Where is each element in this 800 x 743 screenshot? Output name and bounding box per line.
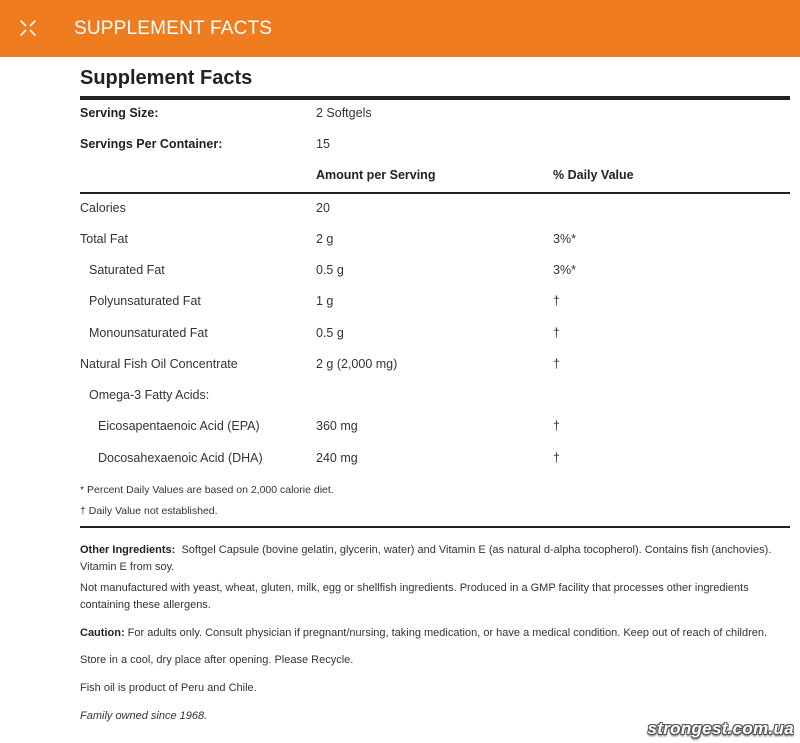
divider-bottom [80, 526, 790, 528]
caution [80, 625, 795, 642]
nutrient-name: Monounsaturated Fat [89, 326, 208, 340]
column-header-row [80, 160, 790, 191]
nutrient-amount: 2 g [316, 232, 334, 246]
nutrient-dv: † [553, 357, 560, 371]
nutrient-amount: 360 mg [316, 419, 358, 433]
nutrient-row [80, 193, 790, 224]
nutrient-dv: † [553, 326, 560, 340]
nutrient-row [80, 286, 790, 317]
nutrient-name: Omega-3 Fatty Acids: [89, 388, 210, 402]
nutrient-amount: 0.5 g [316, 326, 344, 340]
col-amount-header: Amount per Serving [316, 168, 436, 182]
nutrient-row [80, 411, 790, 442]
nutrient-row [80, 255, 790, 286]
nutrient-dv: 3%* [553, 232, 576, 246]
allergen-text: Not manufactured with yeast, wheat, gluten, milk, egg or shellfish ingredients. Produced in a GMP facility that processes other ingredients containing these allergens. [80, 582, 749, 611]
ingredients-label: Other Ingredients: [80, 544, 176, 556]
serving-size-row [80, 98, 790, 129]
serving-size-label: Serving Size: [80, 106, 159, 120]
nutrient-dv: 3%* [553, 263, 576, 277]
servings-label: Servings Per Container: [80, 137, 223, 151]
footnote-dagger: † Daily Value not established. [80, 505, 218, 517]
panel-title: Supplement Facts [80, 67, 253, 89]
other-ingredients [80, 542, 795, 576]
storage-text: Store in a cool, dry place after opening. Please Recycle. [80, 654, 354, 666]
nutrient-amount: 20 [316, 201, 330, 215]
nutrient-amount: 1 g [316, 294, 334, 308]
nutrient-row [80, 380, 790, 411]
nutrient-amount: 2 g (2,000 mg) [316, 357, 398, 371]
nutrient-name: Saturated Fat [89, 263, 165, 277]
watermark: strongest.com.ua [647, 719, 794, 738]
nutrient-name: Natural Fish Oil Concentrate [80, 357, 238, 371]
close-icon[interactable] [19, 19, 37, 37]
caution-label: Caution: [80, 627, 125, 639]
nutrient-dv: † [553, 451, 560, 465]
nutrient-amount: 0.5 g [316, 263, 344, 277]
footnote-daily-values: * Percent Daily Values are based on 2,000 calorie diet. [80, 484, 334, 496]
origin-text: Fish oil is product of Peru and Chile. [80, 682, 257, 694]
nutrient-row [80, 224, 790, 255]
nutrient-amount: 240 mg [316, 451, 358, 465]
nutrient-name: Calories [80, 201, 126, 215]
header-bar [0, 0, 800, 57]
nutrient-name: Docosahexaenoic Acid (DHA) [98, 451, 263, 465]
nutrient-row [80, 443, 790, 474]
family-text: Family owned since 1968. [80, 710, 208, 722]
nutrient-dv: † [553, 419, 560, 433]
nutrient-row [80, 349, 790, 380]
nutrient-name: Total Fat [80, 232, 128, 246]
serving-size-value: 2 Softgels [316, 106, 372, 120]
header-title: SUPPLEMENT FACTS [74, 18, 273, 39]
servings-value: 15 [316, 137, 330, 151]
caution-text: For adults only. Consult physician if pregnant/nursing, taking medication, or have a medical condition. Keep out of reach of children. [127, 627, 768, 639]
col-dv-header: % Daily Value [553, 168, 634, 182]
nutrient-dv: † [553, 294, 560, 308]
ingredients-text: Softgel Capsule (bovine gelatin, glycerin, water) and Vitamin E (as natural d-alpha tocopherol). Contains fish (anchovies). Vitamin E from soy. [80, 544, 772, 573]
nutrient-name: Eicosapentaenoic Acid (EPA) [98, 419, 260, 433]
nutrient-name: Polyunsaturated Fat [89, 294, 201, 308]
nutrient-row [80, 318, 790, 349]
servings-row [80, 129, 790, 160]
